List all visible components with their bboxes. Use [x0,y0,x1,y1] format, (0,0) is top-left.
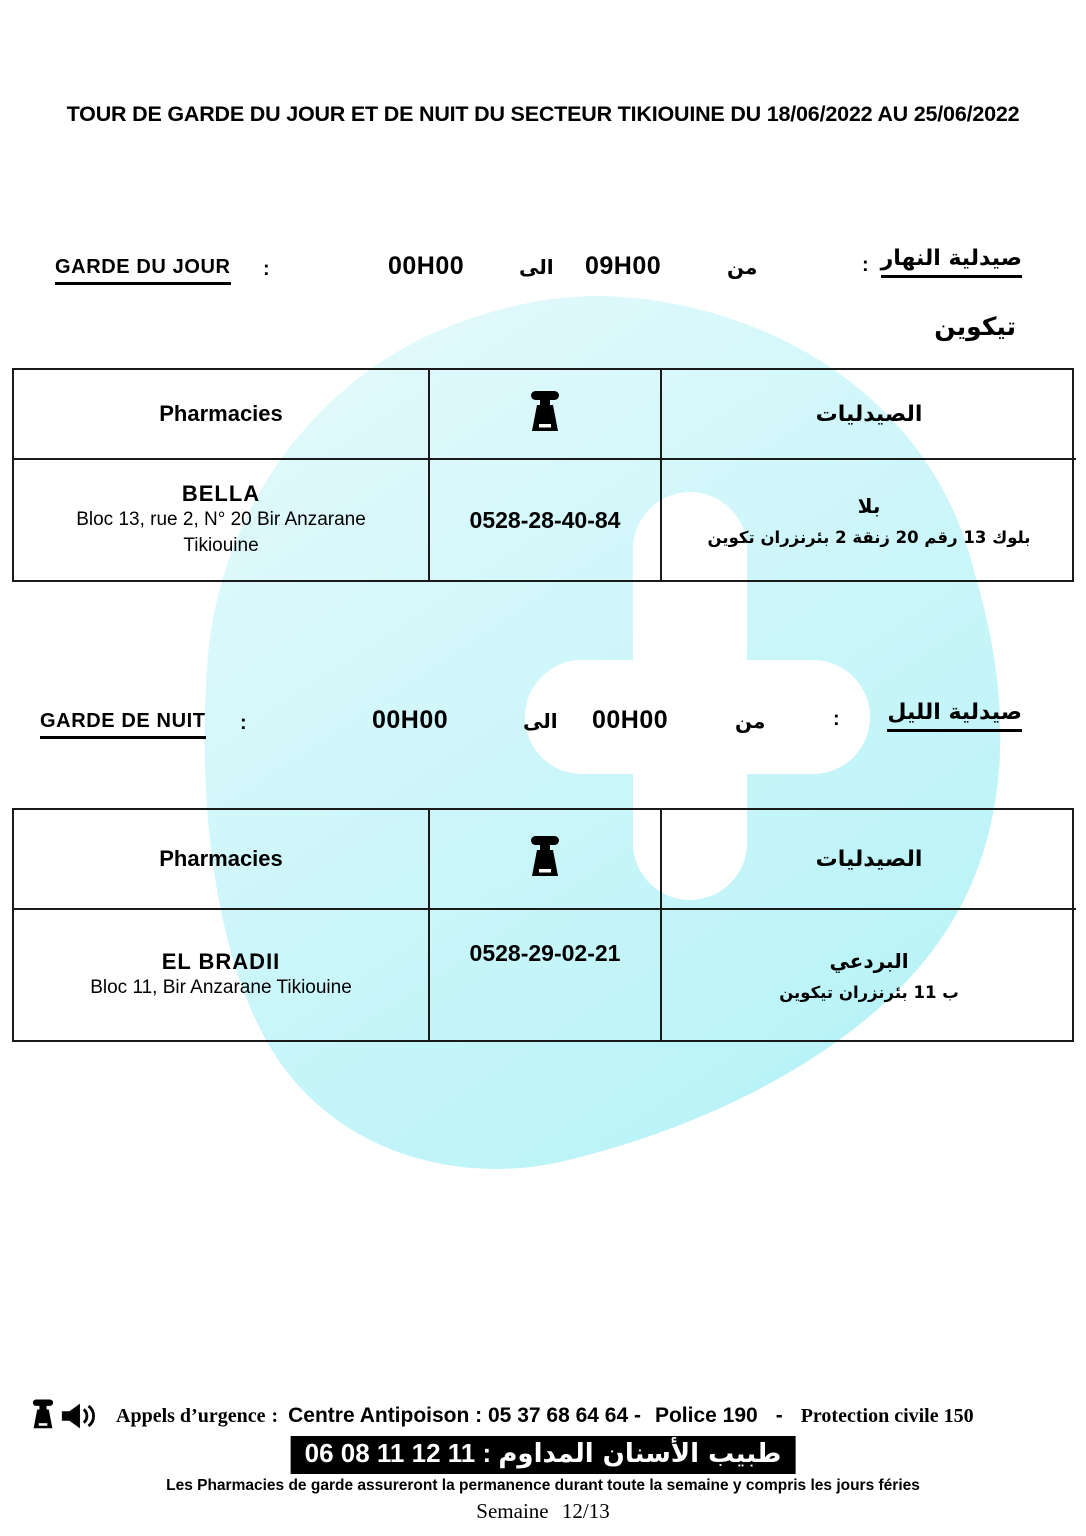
protection-civile-text: Protection civile 150 [800,1404,974,1427]
day-arabic-label: صيدلية النهار [881,246,1022,278]
antipoison-text: Centre Antipoison : 05 37 68 64 64 - [288,1404,641,1427]
day-pharmacy-name: BELLA [181,481,261,507]
night-pharmacy-cell [14,910,430,1040]
night-pharmacy-table [12,808,1074,1042]
night-pharmacy-address-line1: Bloc 11, Bir Anzarane Tikiouine [90,977,352,999]
night-table-header-pharmacies: Pharmacies [14,810,430,910]
day-pharmacy-phone: 0528-28-40-84 [430,460,662,580]
day-arabic-colon: : [862,254,869,276]
night-arabic-label: صيدلية الليل [887,700,1022,732]
night-pharmacy-arabic-name: البردعي [829,948,909,973]
day-word-from: من [727,255,758,279]
megaphone-icon [60,1401,98,1431]
night-word-to: الى [523,709,558,733]
day-table-header-pharmacies: Pharmacies [14,370,430,460]
page-title: TOUR DE GARDE DU JOUR ET DE NUIT DU SECTEUR TIKIOUINE DU 18/06/2022 AU 25/06/2022 [66,102,1020,126]
day-area-name: تيكوين [934,312,1016,341]
day-guard-label: GARDE DU JOUR [55,256,231,285]
telephone-icon [30,1398,56,1434]
night-pharmacy-arabic-address: ب 11 بئرنزران تيكوين [779,982,959,1002]
emergency-line [30,1396,974,1436]
day-pharmacy-table [12,368,1074,582]
night-guard-label: GARDE DE NUIT [40,710,206,739]
day-pharmacy-cell [14,460,430,580]
day-guard-colon: : [263,258,270,280]
dentist-separator: : [475,1438,492,1468]
night-guard-colon: : [240,712,247,734]
telephone-icon [528,834,562,884]
emergency-label: Appels d’urgence [116,1404,266,1427]
day-time-start: 09H00 [585,252,662,280]
night-table-header-arabic: الصيدليات [662,810,1076,910]
night-time-end: 00H00 [372,706,449,734]
police-text: Police 190 [654,1404,758,1427]
night-arabic-colon: : [833,708,840,730]
day-pharmacy-address-line2: Tikiouine [183,535,259,556]
permanence-note: Les Pharmacies de garde assureront la permanence durant toute la semaine y compris les jours féries [166,1477,920,1494]
night-pharmacy-name: EL BRADII [161,949,281,975]
week-number: Semaine 12/13 [476,1499,610,1523]
dash-separator: - [775,1404,783,1427]
day-pharmacy-address-line1: Bloc 13, rue 2, N° 20 Bir Anzarane [76,509,366,531]
dentist-phone-number: 06 08 11 12 11 [304,1438,476,1468]
day-pharmacy-arabic-name: بلا [857,493,881,518]
night-pharmacy-arabic-cell [662,910,1076,1040]
day-time-end: 00H00 [388,252,465,280]
day-pharmacy-arabic-address: بلوك 13 رقم 20 زنقة 2 بئرنزران تكوين [707,527,1031,547]
day-table-header-phone [430,370,662,460]
dentist-on-duty-bar [291,1436,796,1474]
day-table-header-arabic: الصيدليات [662,370,1076,460]
telephone-icon [528,389,562,439]
dentist-arabic-label: طبيب الأسنان المداوم [498,1439,782,1469]
night-word-from: من [735,709,766,733]
day-pharmacy-arabic-cell [662,460,1076,580]
night-pharmacy-phone: 0528-29-02-21 [430,910,662,1040]
day-word-to: الى [519,255,554,279]
night-time-start: 00H00 [592,706,669,734]
night-table-header-phone [430,810,662,910]
emergency-colon: : [271,1404,279,1427]
